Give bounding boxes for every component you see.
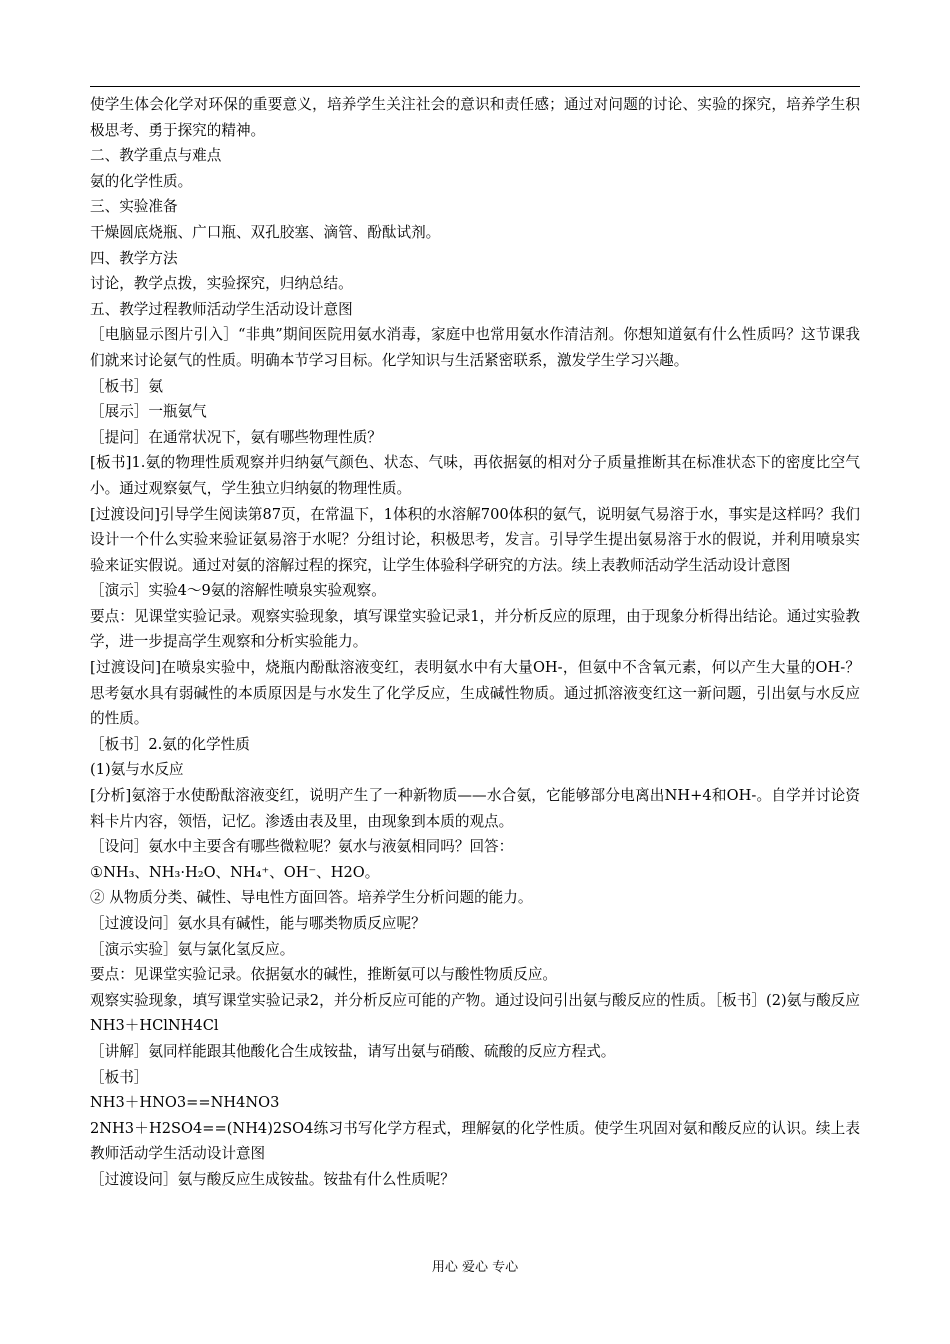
- section-heading: 二、教学重点与难点: [90, 147, 222, 165]
- paragraph: ［板书］氨: [90, 377, 163, 395]
- paragraph: 氨的化学性质。: [90, 172, 193, 190]
- paragraph: ［讲解］氨同样能跟其他酸化合生成铵盐，请写出氨与硝酸、硫酸的反应方程式。: [90, 1042, 616, 1060]
- paragraph: ［板书］: [90, 1068, 149, 1086]
- paragraph: ② 从物质分类、碱性、导电性方面回答。培养学生分析问题的能力。: [90, 889, 533, 907]
- section-heading: 四、教学方法: [90, 249, 178, 267]
- paragraph: 干燥圆底烧瓶、广口瓶、双孔胶塞、滴管、酚酞试剂。: [90, 223, 441, 241]
- paragraph: ［过渡设问］氨与酸反应生成铵盐。铵盐有什么性质呢？: [90, 1170, 455, 1188]
- paragraph: ［设问］氨水中主要含有哪些微粒呢？氨水与液氨相同吗？回答：: [90, 838, 514, 856]
- section-heading: 五、教学过程教师活动学生活动设计意图: [90, 300, 353, 318]
- paragraph: ［演示］实验4～9氨的溶解性喷泉实验观察。: [90, 582, 386, 600]
- paragraph: [过渡设问]在喷泉实验中，烧瓶内酚酞溶液变红，表明氨水中有大量OH-，但氨中不含氧元素，何以产生大量的OH-？思考氨水具有弱碱性的本质原因是与水发生了化学反应，生成碱性物质。通过抓溶液变红这一新问题，引出氨与水反应的性质。: [90, 659, 860, 728]
- paragraph: ［展示］一瓶氨气: [90, 403, 207, 421]
- paragraph: 使学生体会化学对环保的重要意义，培养学生关注社会的意识和责任感；通过对问题的讨论、实验的探究，培养学生积极思考、勇于探究的精神。: [90, 96, 860, 139]
- paragraph: 讨论，教学点拨，实验探究，归纳总结。: [90, 275, 353, 293]
- page-footer: 用心 爱心 专心: [431, 1260, 519, 1275]
- paragraph: ［过渡设问］氨水具有碱性，能与哪类物质反应呢？: [90, 915, 426, 932]
- paragraph: ［提问］在通常状况下，氨有哪些物理性质？: [90, 428, 382, 446]
- header-rule: [90, 86, 860, 87]
- paragraph: ［演示实验］氨与氯化氢反应。: [90, 940, 295, 958]
- section-heading: 三、实验准备: [90, 198, 178, 216]
- paragraph: 观察实验现象，填写课堂实验记录2，并分析反应可能的产物。通过设问引出氨与酸反应的性质。［板书］(2)氨与酸反应NH3＋HClNH4Cl: [90, 991, 860, 1035]
- paragraph: 要点：见课堂实验记录。依据氨水的碱性，推断氨可以与酸性物质反应。: [90, 966, 558, 984]
- equation-line: NH3＋HNO3==NH4NO3: [90, 1094, 280, 1112]
- paragraph: [分析]氨溶于水使酚酞溶液变红，说明产生了一种新物质——水合氨，它能够部分电离出NH+4和OH-。自学并讨论资料卡片内容，领悟，记忆。渗透由表及里，由现象到本质的观点。: [90, 787, 860, 830]
- paragraph: ［板书］2.氨的化学性质: [90, 735, 250, 753]
- paragraph: ［电脑显示图片引入］“非典”期间医院用氨水消毒，家庭中也常用氨水作清洁剂。你想知道氨有什么性质吗？这节课我们就来讨论氨气的性质。明确本节学习目标。化学知识与生活紧密联系，激发学生学习兴趣。: [90, 326, 860, 369]
- paragraph: 要点：见课堂实验记录。观察实验现象，填写课堂实验记录1，并分析反应的原理，由于现象分析得出结论。通过实验教学，进一步提高学生观察和分析实验能力。: [90, 607, 860, 651]
- paragraph: ①NH₃、NH₃·H₂O、NH₄⁺、OH⁻、H2O。: [90, 863, 380, 881]
- paragraph: [过渡设问]引导学生阅读第87页，在常温下，1体积的水溶解700体积的氨气，说明氨气易溶于水，事实是这样吗？我们设计一个什么实验来验证氨易溶于水呢？分组讨论，积极思考，发言。引导学生提出氨易溶于水的假说，并利用喷泉实验来证实假说。通过对氨的溶解过程的探究，让学生体验科学研究的方法。续上表教师活动学生活动设计意图: [90, 505, 860, 574]
- equation-line: 2NH3＋H2SO4==(NH4)2SO4练习书写化学方程式，理解氨的化学性质。使学生巩固对氨和酸反应的认识。续上表教师活动学生活动设计意图: [90, 1119, 860, 1163]
- document-body: [90, 92, 860, 1193]
- paragraph: [板书]1.氨的物理性质观察并归纳氨气颜色、状态、气味，再依据氨的相对分子质量推断其在标准状态下的密度比空气小。通过观察氨气，学生独立归纳氨的物理性质。: [90, 454, 860, 497]
- paragraph: (1)氨与水反应: [90, 761, 184, 779]
